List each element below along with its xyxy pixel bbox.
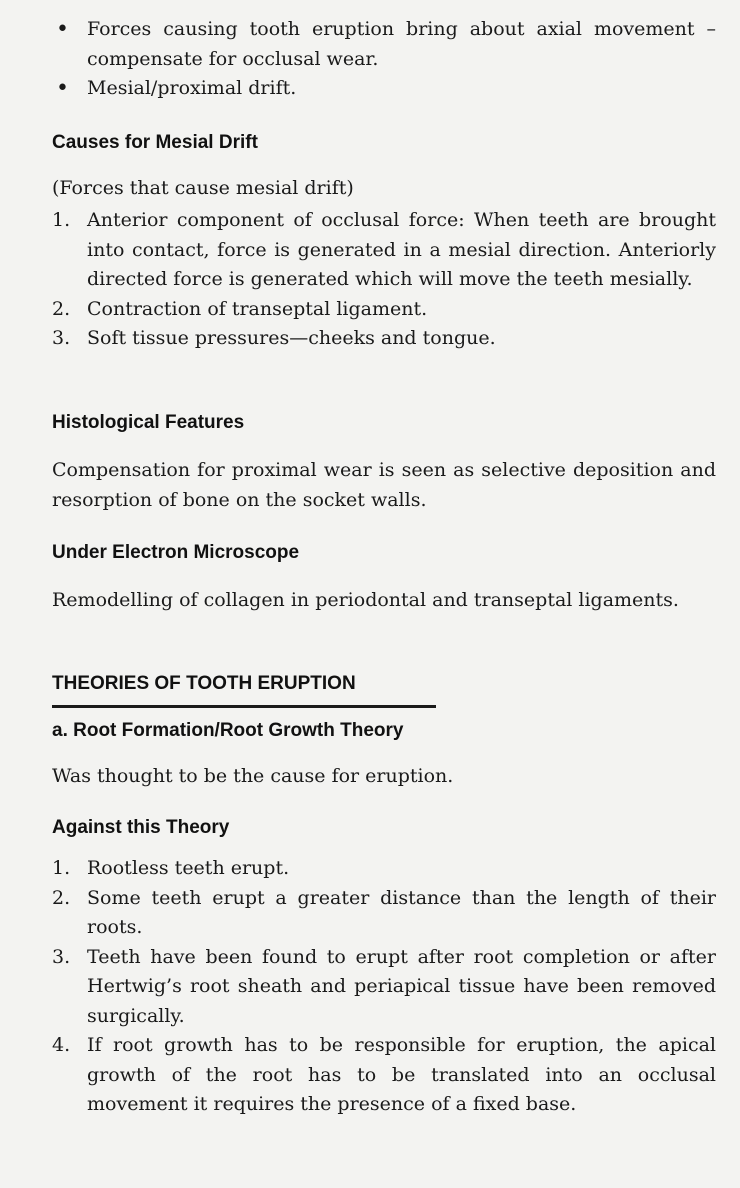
heading-underline	[52, 705, 436, 708]
against-list	[52, 854, 716, 1120]
chapter-heading-theories: THEORIES OF TOOTH ERUPTION	[52, 673, 356, 694]
list-item-text: Teeth have been found to erupt after root completion or after Hertwig’s root sheath and periapical tissue have been removed surgically.	[87, 945, 716, 1027]
intro-bullet-list	[52, 15, 716, 104]
list-item	[52, 943, 716, 1032]
section-heading-against: Against this Theory	[52, 817, 230, 838]
list-item-text: Anterior component of occlusal force: When teeth are brought into contact, force is generated in a mesial direction. Anteriorly directed force is generated which will move the teeth mesially.	[87, 209, 716, 290]
list-number: 2.	[52, 886, 71, 909]
section-heading-electron-microscope: Under Electron Microscope	[52, 542, 300, 563]
bullet-icon: •	[56, 17, 69, 42]
list-item	[52, 74, 716, 104]
list-item-text: If root growth has to be responsible for eruption, the apical growth of the root has to be translated into an occlusal movement it requires the presence of a fixed base.	[87, 1034, 716, 1115]
electron-paragraph: Remodelling of collagen in periodontal and transeptal ligaments.	[52, 589, 679, 611]
subheading-root-growth-theory: a. Root Formation/Root Growth Theory	[52, 720, 404, 741]
list-number: 3.	[52, 327, 71, 349]
list-item	[52, 206, 716, 295]
list-item	[52, 295, 716, 325]
list-item	[52, 15, 716, 74]
list-item	[52, 884, 716, 943]
theory-paragraph: Was thought to be the cause for eruption.	[52, 765, 454, 787]
list-item-text: Contraction of transeptal ligament.	[87, 297, 428, 320]
section-heading-mesial-drift: Causes for Mesial Drift	[52, 132, 258, 153]
list-item-text: Soft tissue pressures—cheeks and tongue.	[87, 327, 496, 349]
list-item	[52, 854, 716, 884]
list-item-text: Rootless teeth erupt.	[87, 857, 290, 879]
list-item	[52, 1031, 716, 1120]
list-item-text: Some teeth erupt a greater distance than the length of their roots.	[87, 886, 716, 938]
list-item-text: Mesial/proximal drift.	[87, 77, 297, 99]
list-number: 2.	[52, 297, 71, 320]
bullet-icon: •	[56, 76, 69, 101]
histological-paragraph: Compensation for proximal wear is seen as selective deposition and resorption of bone on the socket walls.	[52, 459, 716, 511]
list-number: 1.	[52, 209, 71, 231]
list-number: 4.	[52, 1034, 71, 1056]
mesial-drift-intro: (Forces that cause mesial drift)	[52, 177, 354, 199]
mesial-drift-list	[52, 206, 716, 354]
list-item-text: Forces causing tooth eruption bring about axial movement – compensate for occlusal wear.	[87, 18, 716, 70]
list-number: 3.	[52, 945, 71, 968]
section-heading-histological: Histological Features	[52, 412, 245, 433]
list-number: 1.	[52, 857, 71, 879]
list-item	[52, 324, 716, 354]
